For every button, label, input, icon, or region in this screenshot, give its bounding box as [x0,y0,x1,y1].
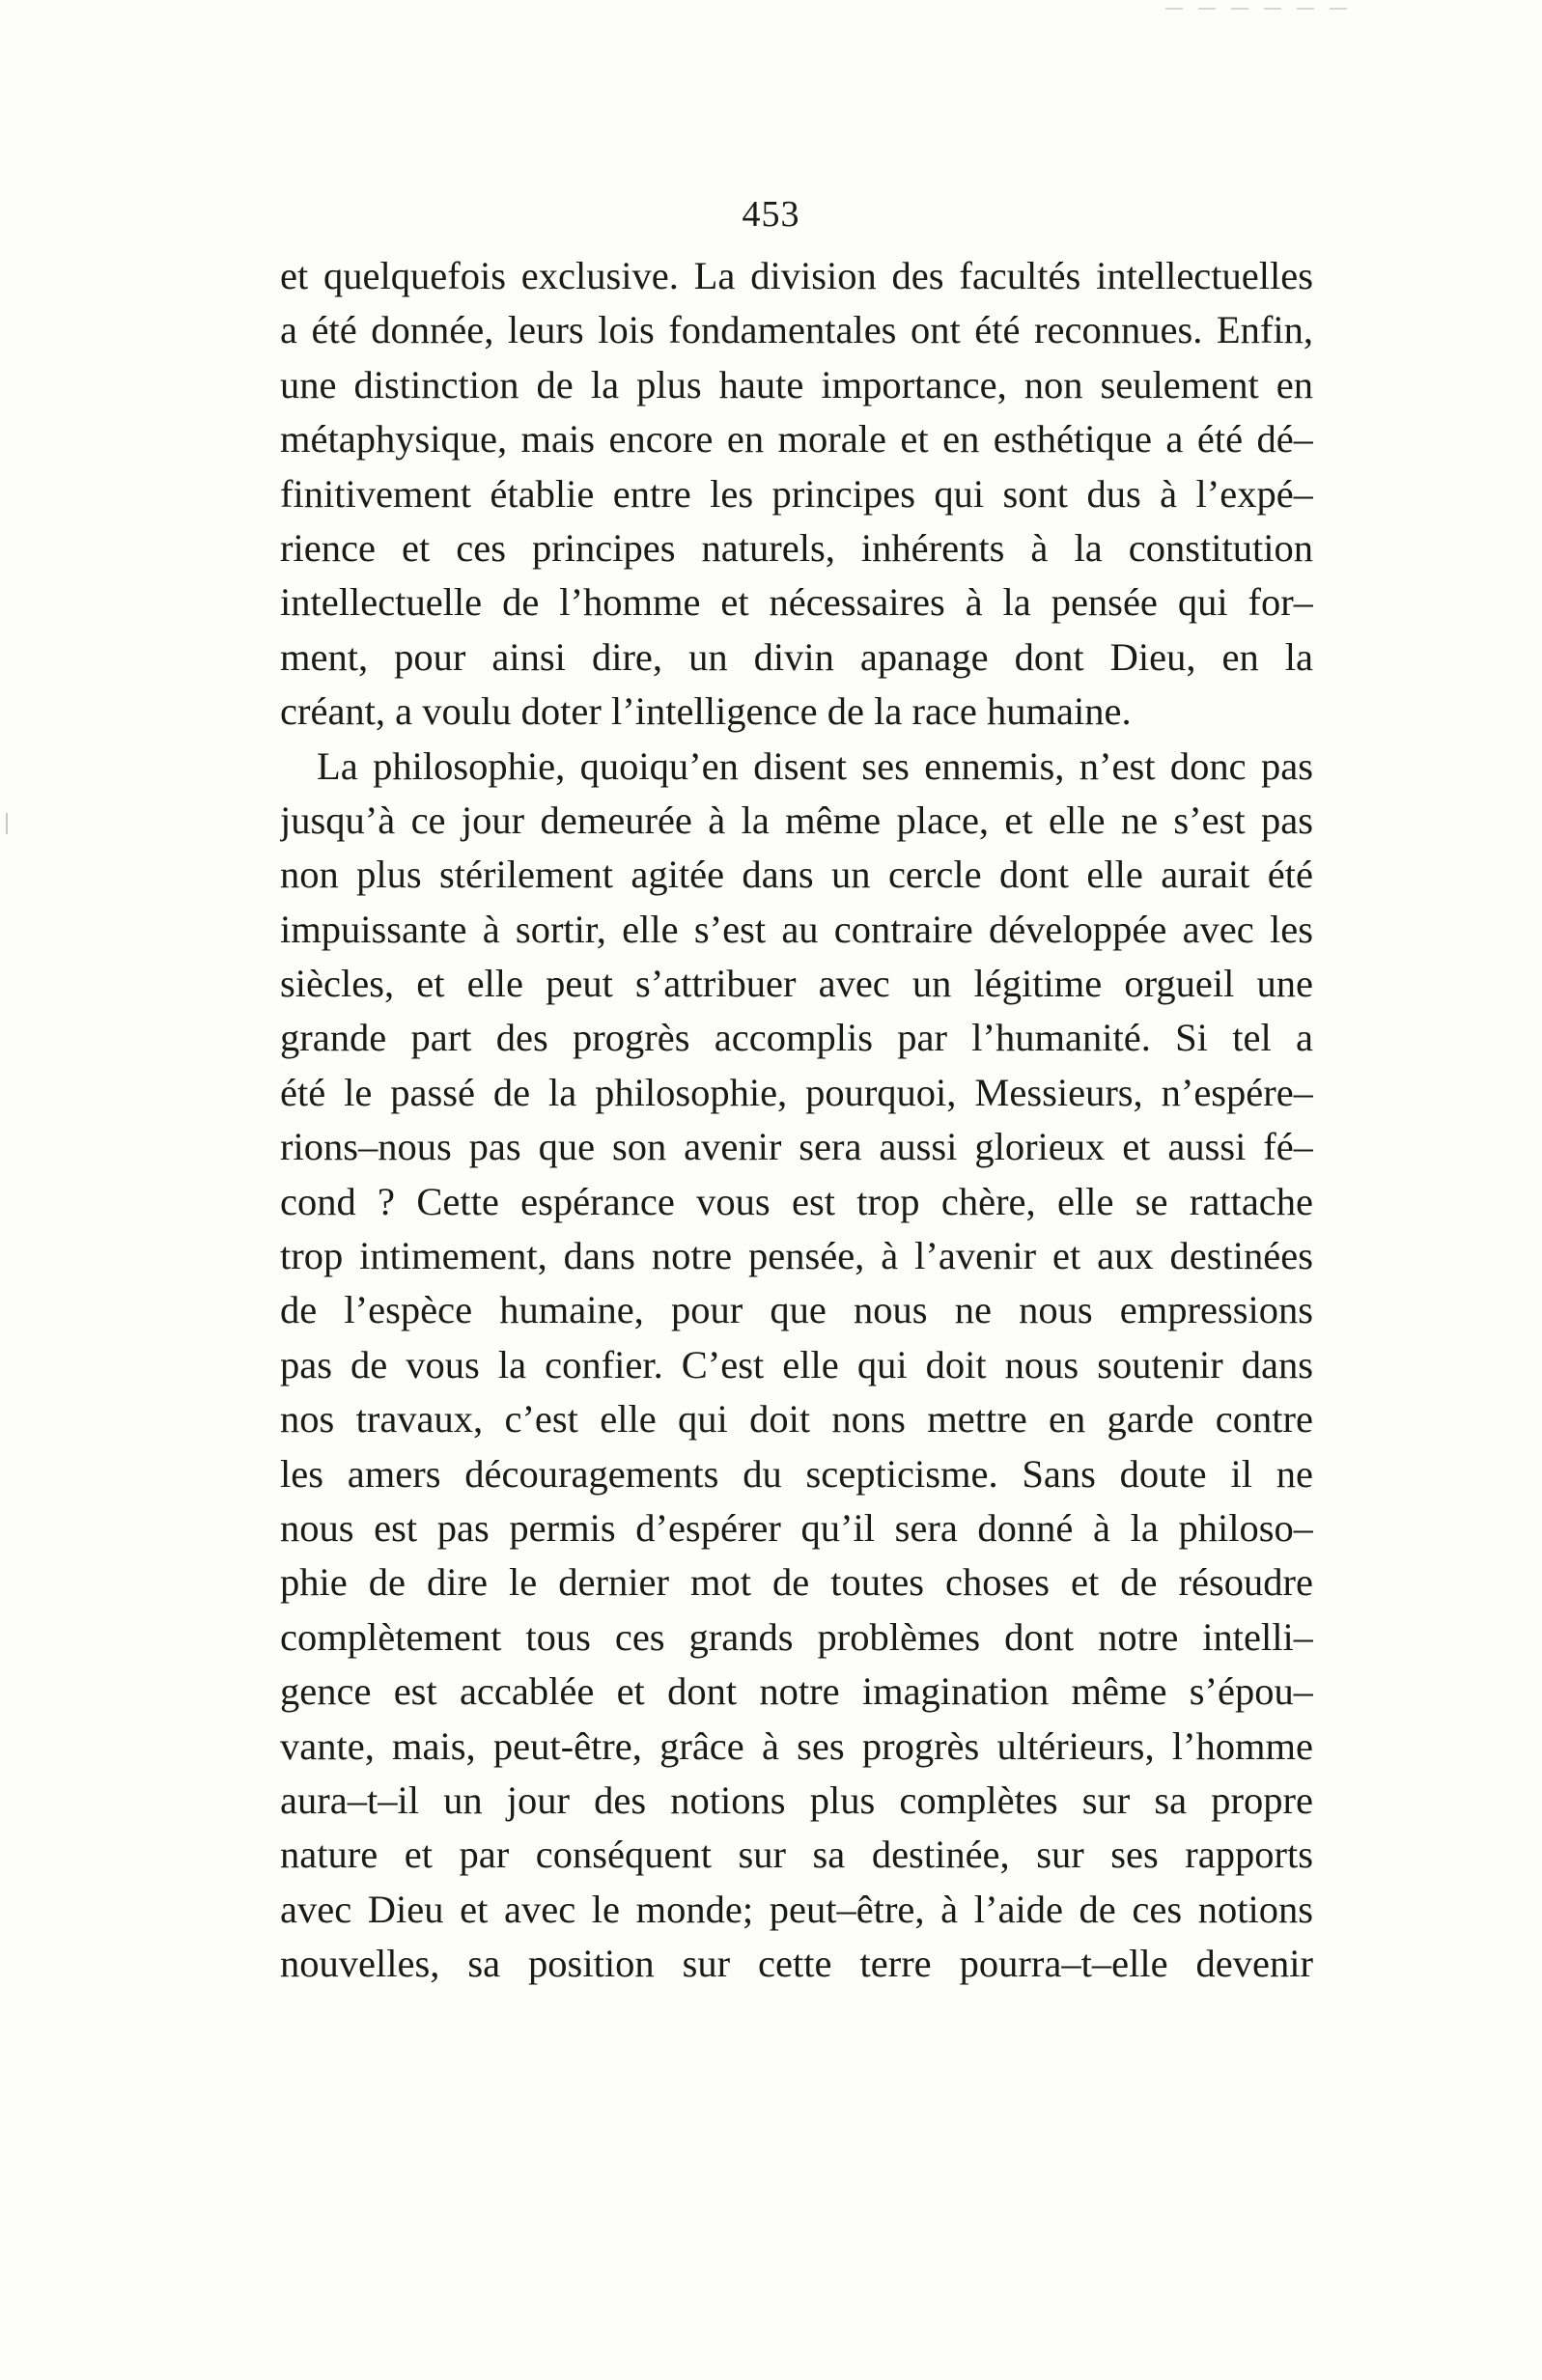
scan-artifact [1165,8,1359,10]
text-line: nouvelles, sa position sur cette terre pourra–t–elle devenir [280,1942,1313,1986]
text-line: a été donnée, leurs lois fondamentales ont été reconnues. Enfin, [280,308,1313,352]
text-line: trop intimement, dans notre pensée, à l’avenir et aux destinées [280,1234,1313,1278]
text-line: gence est accablée et dont notre imagination même s’épou– [280,1669,1313,1714]
text-line: les amers découragements du scepticisme. Sans doute il ne [280,1451,1313,1496]
text-line: de l’espèce humaine, pour que nous ne nous empressions [280,1288,1313,1332]
text-line: et quelquefois exclusive. La division des facultés intellectuelles [280,254,1313,297]
text-line: impuissante à sortir, elle s’est au contraire développée avec les [280,907,1313,951]
text-line: La philosophie, quoiqu’en disent ses ennemis, n’est donc pas [317,743,1313,788]
text-line: une distinction de la plus haute importance, non seulement en [280,362,1313,406]
text-line: intellectuelle de l’homme et nécessaires à la pensée qui for– [280,580,1313,625]
page-number: 453 [742,194,800,235]
body-text [280,249,1313,1992]
text-line: vante, mais, peut-être, grâce à ses progrès ultérieurs, l’homme [280,1723,1313,1768]
text-line: nous est pas permis d’espérer qu’il sera donné à la philoso– [280,1505,1313,1550]
text-line: nos travaux, c’est elle qui doit nons mettre en garde contre [280,1397,1313,1442]
text-line: nature et par conséquent sur sa destinée, sur ses rapports [280,1833,1313,1877]
text-line: aura–t–il un jour des notions plus complètes sur sa propre [280,1778,1313,1822]
text-line: grande part des progrès accomplis par l’humanité. Si tel a [280,1016,1313,1060]
text-line: finitivement établie entre les principes qui sont dus à l’expé– [280,471,1313,516]
text-line: phie de dire le dernier mot de toutes choses et de résoudre [280,1560,1313,1605]
text-line: avec Dieu et avec le monde; peut–être, à l’aide de ces notions [280,1887,1313,1931]
text-line: non plus stérilement agitée dans un cercle dont elle aurait été [280,853,1313,897]
text-line: jusqu’à ce jour demeurée à la même place, et elle ne s’est pas [280,798,1313,842]
text-line: été le passé de la philosophie, pourquoi, Messieurs, n’espére– [280,1070,1313,1114]
text-line: pas de vous la confier. C’est elle qui doit nous soutenir dans [280,1342,1313,1386]
text-line: cond ? Cette espérance vous est trop chère, elle se rattache [280,1179,1313,1223]
text-line: rience et ces principes naturels, inhérents à la constitution [280,525,1313,570]
text-line: complètement tous ces grands problèmes dont notre intelli– [280,1614,1313,1659]
text-line: métaphysique, mais encore en morale et en esthétique a été dé– [280,417,1313,462]
text-line: rions–nous pas que son avenir sera aussi glorieux et aussi fé– [280,1125,1313,1169]
margin-mark [6,813,8,834]
paragraph-2 [280,740,1313,1992]
text-line: créant, a voulu doter l’intelligence de la race humaine. [280,689,1132,734]
text-line: ment, pour ainsi dire, un divin apanage dont Dieu, en la [280,634,1313,679]
text-line: siècles, et elle peut s’attribuer avec un légitime orgueil une [280,962,1313,1006]
paragraph-1 [280,249,1313,740]
